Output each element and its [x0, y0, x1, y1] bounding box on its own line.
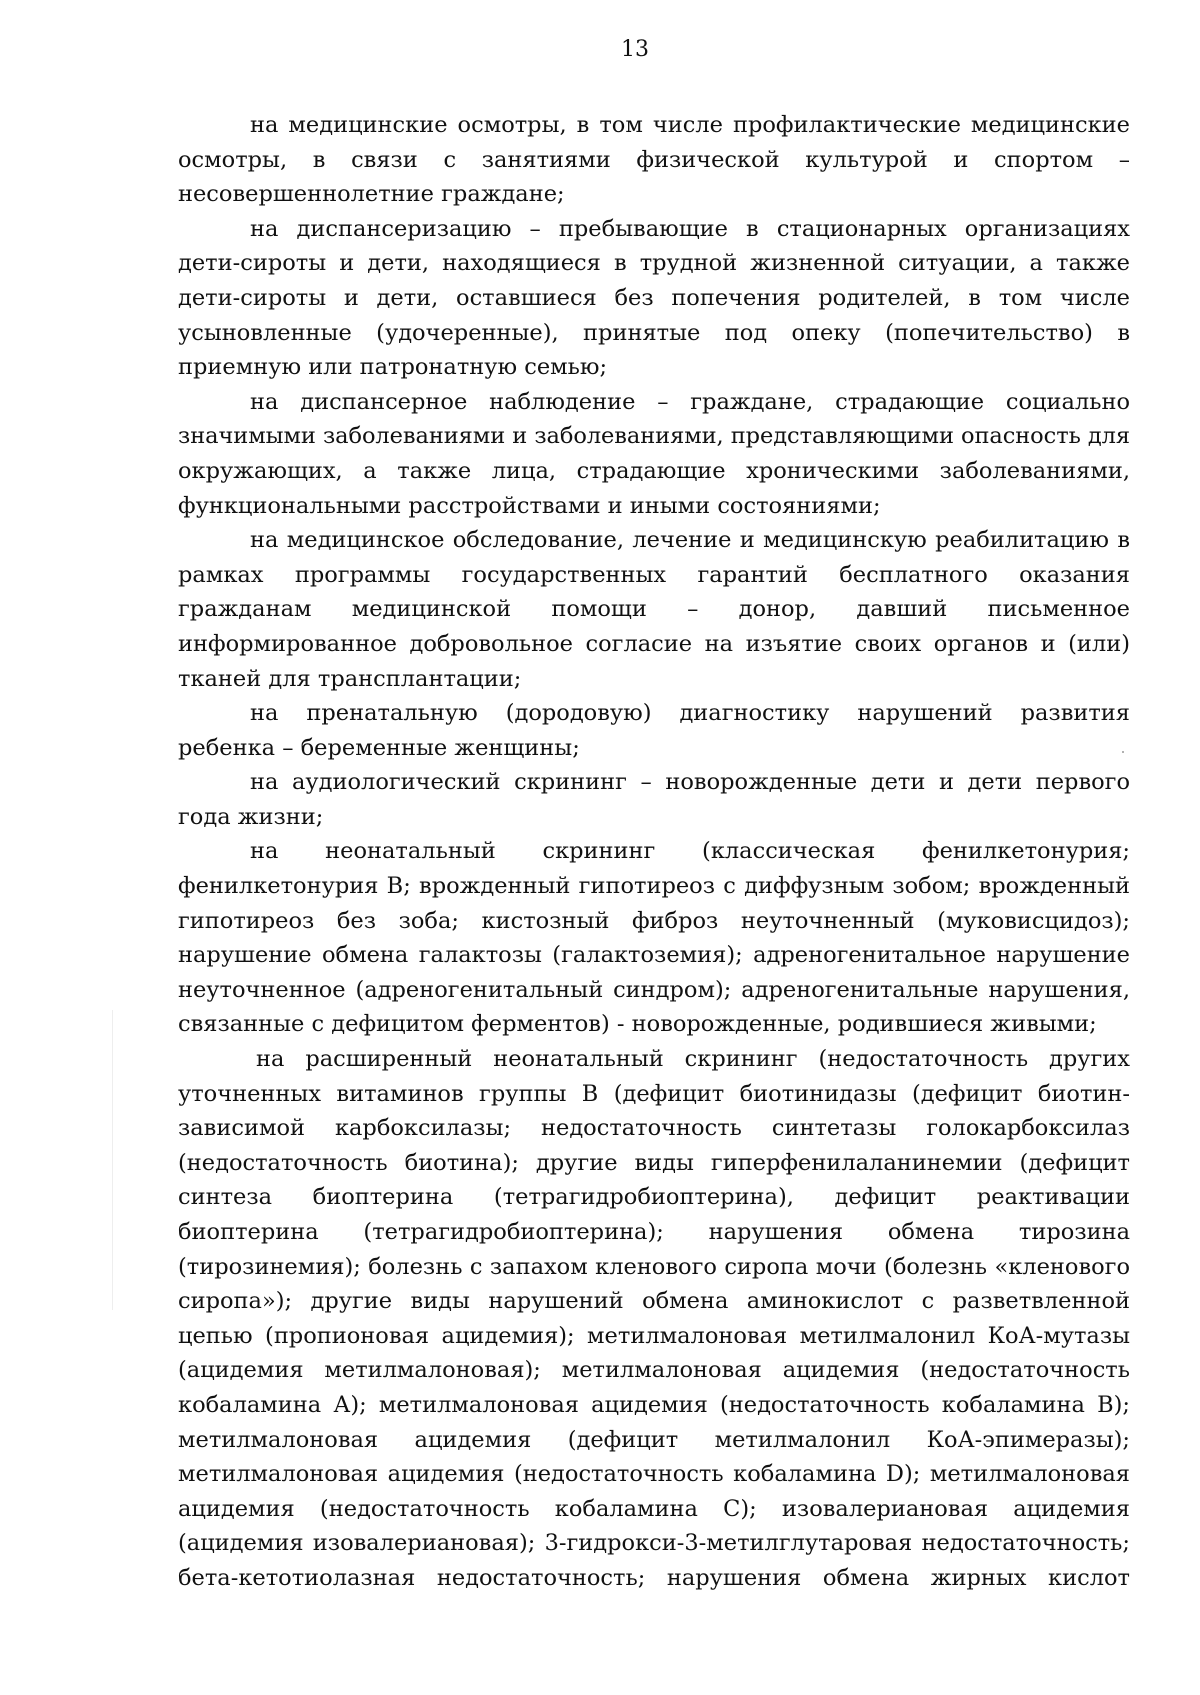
text-line: окружающих, а также лица, страдающие хроническими заболеваниями,	[178, 457, 1130, 484]
text-line: связанные с дефицитом ферментов) - новорожденные, родившиеся живыми;	[178, 1011, 1097, 1038]
text-line: метилмалоновая ацидемия (дефицит метилмалонил КоА-эпимеразы);	[178, 1426, 1130, 1453]
text-line: приемную или патронатную семью;	[178, 354, 608, 381]
paragraph-prenatal-diagnostics	[178, 696, 1130, 765]
text-line: синтеза биоптерина (тетрагидробиоптерина), дефицит реактивации	[178, 1184, 1130, 1211]
paragraph-dispensarization	[178, 212, 1130, 385]
text-line: на расширенный неонатальный скрининг (недостаточность других	[256, 1046, 1130, 1073]
text-line: на медицинские осмотры, в том числе профилактические медицинские	[250, 112, 1130, 138]
text-line: (ацидемия изовалериановая); 3-гидрокси-3-метилглутаровая недостаточность;	[178, 1530, 1130, 1557]
document-body	[178, 108, 1130, 1596]
text-line: цепью (пропионовая ацидемия); метилмалоновая метилмалонил КоА-мутазы	[178, 1322, 1130, 1349]
text-line: функциональными расстройствами и иными состояниями;	[178, 492, 881, 519]
text-line: ацидемия (недостаточность кобаламина С); изовалериановая ацидемия	[178, 1495, 1130, 1522]
text-line: значимыми заболеваниями и заболеваниями, представляющими опасность для	[178, 423, 1130, 450]
text-line: осмотры, в связи с занятиями физической культурой и спортом –	[178, 146, 1130, 173]
paragraph-audiological-screening	[178, 765, 1130, 834]
text-line: биоптерина (тетрагидробиоптерина); нарушения обмена тирозина	[178, 1219, 1130, 1245]
text-line: усыновленные (удочеренные), принятые под опеку (попечительство) в	[178, 319, 1130, 346]
text-line: (ацидемия метилмалоновая); метилмалоновая ацидемия (недостаточность	[178, 1357, 1130, 1384]
paragraph-donor-examination	[178, 523, 1130, 696]
text-line: зависимой карбоксилазы; недостаточность синтетазы голокарбоксилаз	[178, 1115, 1130, 1142]
paragraph-medical-checkups	[178, 108, 1130, 212]
text-line: неуточненное (адреногенитальный синдром); адреногенитальные нарушения,	[178, 976, 1130, 1003]
text-line: тканей для трансплантации;	[178, 665, 522, 692]
paragraph-dispensary-observation	[178, 385, 1130, 523]
scan-margin-artifact	[112, 1010, 113, 1310]
text-line: (недостаточность биотина); другие виды гиперфенилаланинемии (дефицит	[178, 1149, 1130, 1176]
text-line: на аудиологический скрининг – новорожденные дети и дети первого	[250, 769, 1130, 796]
text-line: гипотиреоз без зоба; кистозный фиброз неуточненный (муковисцидоз);	[178, 907, 1130, 934]
text-line: информированное добровольное согласие на изъятие своих органов и (или)	[178, 630, 1130, 657]
text-line: нарушение обмена галактозы (галактоземия); адреногенитальное нарушение	[178, 942, 1130, 969]
text-line: ребенка – беременные женщины;	[178, 734, 580, 761]
text-line: (тирозинемия); болезнь с запахом кленового сиропа мочи (болезнь «кленового	[178, 1253, 1130, 1280]
text-line: сиропа»); другие виды нарушений обмена аминокислот с разветвленной	[178, 1288, 1130, 1315]
paragraph-extended-neonatal-screening	[178, 1042, 1130, 1596]
text-line: на неонатальный скрининг (классическая фенилкетонурия;	[250, 838, 1130, 865]
page-number: 13	[621, 37, 649, 62]
text-line: рамках программы государственных гарантий бесплатного оказания	[178, 561, 1130, 588]
paragraph-neonatal-screening	[178, 834, 1130, 1042]
text-line: на пренатальную (дородовую) диагностику нарушений развития	[250, 700, 1130, 727]
text-line: на медицинское обследование, лечение и медицинскую реабилитацию в	[250, 527, 1130, 554]
text-line: несовершеннолетние граждане;	[178, 181, 565, 208]
text-line: дети-сироты и дети, находящиеся в трудной жизненной ситуации, а также	[178, 250, 1130, 277]
text-line: фенилкетонурия В; врожденный гипотиреоз с диффузным зобом; врожденный	[178, 873, 1130, 900]
text-line: на диспансеризацию – пребывающие в стационарных организациях	[250, 215, 1130, 242]
text-line: кобаламина А); метилмалоновая ацидемия (недостаточность кобаламина В);	[178, 1391, 1130, 1418]
text-line: дети-сироты и дети, оставшиеся без попечения родителей, в том числе	[178, 284, 1130, 311]
text-line: бета-кетотиолазная недостаточность; нарушения обмена жирных кислот	[178, 1564, 1130, 1591]
text-line: уточненных витаминов группы В (дефицит биотинидазы (дефицит биотин-	[178, 1080, 1130, 1107]
text-line: года жизни;	[178, 803, 324, 830]
text-line: на диспансерное наблюдение – граждане, страдающие социально	[250, 388, 1130, 415]
text-line: метилмалоновая ацидемия (недостаточность кобаламина D); метилмалоновая	[178, 1461, 1130, 1488]
text-line: гражданам медицинской помощи – донор, давший письменное	[178, 596, 1130, 623]
